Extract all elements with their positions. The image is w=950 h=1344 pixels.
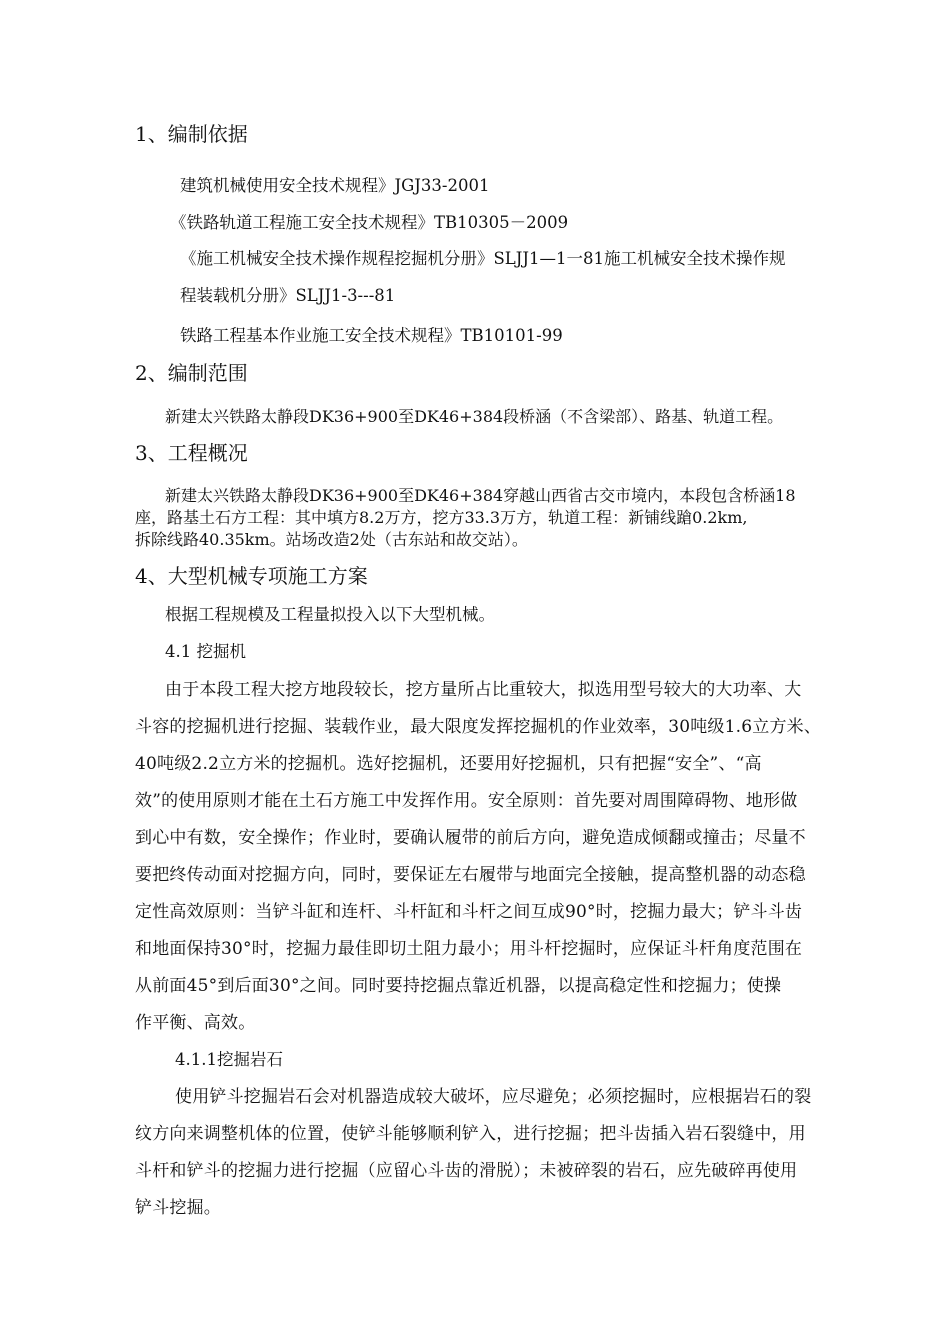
paragraph-line: 效”的使用原则才能在土石方施工中发挥作用。安全原则：首先要对周围障碍物、地形做 [135,791,798,811]
overview-line: 新建太兴铁路太静段DK36+900至DK46+384穿越山西省古交市境内，本段包含桥涵18 [165,486,796,505]
reference-item: 《施工机械安全技术操作规程挖掘机分册》SLJJ1—1一81施工机械安全技术操作规 [180,249,786,268]
section-intro: 根据工程规模及工程量拟投入以下大型机械。 [165,605,495,624]
scope-text: 新建太兴铁路太静段DK36+900至DK46+384段桥涵（不含梁部）、路基、轨道工程。 [165,407,784,426]
reference-item: 《铁路轨道工程施工安全技术规程》TB10305－2009 [170,213,569,232]
paragraph-line: 斗杆和铲斗的挖掘力进行挖掘（应留心斗齿的滑脱）；未被碎裂的岩石，应先破碎再使用 [135,1161,798,1181]
subsection-heading: 4.1.1挖掘岩石 [175,1050,283,1069]
subsection-heading: 4.1 挖掘机 [165,642,246,661]
reference-item: 铁路工程基本作业施工安全技术规程》TB10101-99 [180,326,563,345]
paragraph-line: 40吨级2.2立方米的挖掘机。选好挖掘机，还要用好挖掘机，只有把握“安全”、“高 [135,754,762,774]
paragraph-line: 要把终传动面对挖掘方向，同时，要保证左右履带与地面完全接触，提高整机器的动态稳 [135,865,806,885]
paragraph-line: 定性高效原则：当铲斗缸和连杆、斗杆缸和斗杆之间互成90°时，挖掘力最大；铲斗斗齿 [135,902,803,922]
paragraph-line: 由于本段工程大挖方地段较长，挖方量所占比重较大，拟选用型号较大的大功率、大 [165,680,802,700]
overview-line: 拆除线路40.35km。站场改造2处（古东站和故交站）。 [135,530,528,549]
paragraph-line: 纹方向来调整机体的位置，使铲斗能够顺利铲入，进行挖掘；把斗齿插入岩石裂缝中，用 [135,1124,806,1144]
paragraph-line: 斗容的挖掘机进行挖掘、装载作业，最大限度发挥挖掘机的作业效率，30吨级1.6立方米、 [135,717,822,737]
paragraph-line: 到心中有数，安全操作；作业时，要确认履带的前后方向，避免造成倾翻或撞击；尽量不 [135,828,806,848]
paragraph-line: 铲斗挖掘。 [135,1198,221,1218]
overview-line: 座，路基土石方工程：其中填方8.2万方，挖方33.3万方，轨道工程：新铺线蹌0.2km, [135,508,748,527]
paragraph-line: 作平衡、高效。 [135,1013,256,1033]
paragraph-line: 使用铲斗挖掘岩石会对机器造成较大破坏，应尽避免；必须挖掘时，应根据岩石的裂 [175,1087,812,1107]
reference-item: 建筑机械使用安全技术规程》JGJ33-2001 [180,176,490,195]
section-heading-3: 3、工程概况 [135,441,248,465]
paragraph-line: 从前面45°到后面30°之间。同时要持挖掘点靠近机器，以提高稳定性和挖掘力；使操 [135,976,782,996]
section-heading-2: 2、编制范围 [135,361,248,385]
section-heading-4: 4、大型机械专项施工方案 [135,564,368,588]
paragraph-line: 和地面保持30°时，挖掘力最佳即切土阻力最小；用斗杆挖掘时，应保证斗杆角度范围在 [135,939,803,959]
section-heading-1: 1、编制依据 [135,122,248,146]
reference-item: 程装载机分册》SLJJ1-3---81 [180,286,396,305]
